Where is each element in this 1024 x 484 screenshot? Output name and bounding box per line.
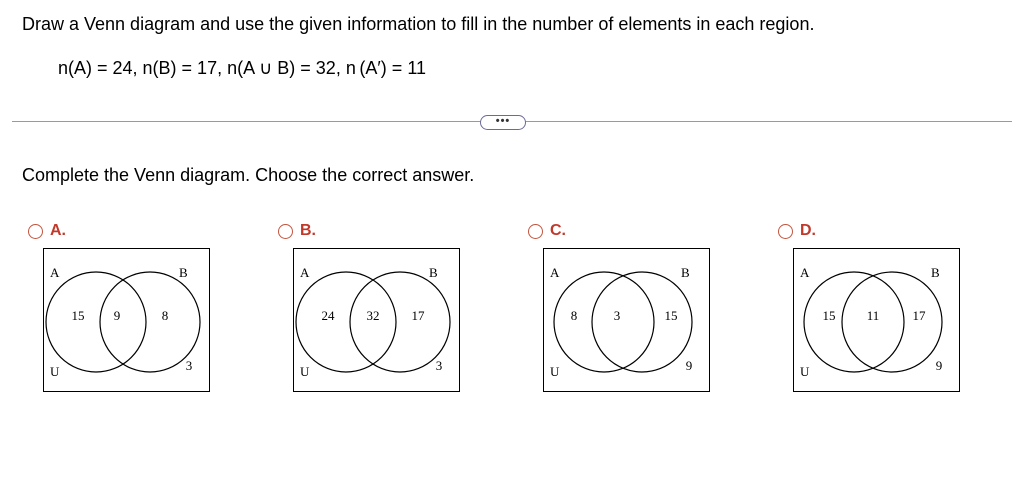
region-only-b: 17 [912,308,926,323]
option-a-letter: A. [50,222,66,239]
option-a[interactable] [28,222,193,379]
option-b-header[interactable] [278,222,316,240]
option-b-radio[interactable] [278,224,293,239]
instruction-text: Complete the Venn diagram. Choose the correct answer. [22,165,475,185]
option-b-venn-diagram [293,248,460,392]
region-both: 11 [866,308,880,323]
set-b-label: B [931,265,940,280]
region-outside: 9 [685,358,693,373]
region-both: 9 [113,308,121,323]
universe-label: U [800,364,810,379]
option-a-venn-diagram [43,248,210,392]
option-d-radio[interactable] [778,224,793,239]
set-a-label: A [50,265,60,280]
universe-label: U [50,364,60,379]
region-only-a: 15 [822,308,836,323]
option-c[interactable] [528,222,693,379]
option-c-radio[interactable] [528,224,543,239]
set-b-circle [842,272,942,372]
set-b-label: B [179,265,188,280]
set-a-label: A [800,265,810,280]
set-a-circle [46,272,146,372]
option-b[interactable] [278,222,443,379]
question-text: Draw a Venn diagram and use the given information to fill in the number of elements in each region. [22,14,815,34]
set-a-label: A [550,265,560,280]
option-a-header[interactable] [28,222,66,240]
set-a-circle [804,272,904,372]
region-only-a: 8 [570,308,578,323]
set-a-circle [554,272,654,372]
region-only-b: 15 [664,308,678,323]
universe-label: U [550,364,560,379]
option-a-radio[interactable] [28,224,43,239]
region-only-b: 8 [161,308,169,323]
given-information: n(A) = 24, n(B) = 17, n(A ∪ B) = 32, n (A′) = 11 [58,58,426,78]
show-more-button[interactable]: ••• [480,115,526,130]
region-only-a: 24 [321,308,335,323]
set-a-label: A [300,265,310,280]
option-c-letter: C. [550,222,566,239]
region-outside: 9 [935,358,943,373]
region-both: 3 [613,308,621,323]
option-c-venn-diagram [543,248,710,392]
option-d-header[interactable] [778,222,816,240]
set-b-label: B [681,265,690,280]
region-outside: 3 [185,358,193,373]
option-d-letter: D. [800,222,816,239]
region-outside: 3 [435,358,443,373]
set-b-label: B [429,265,438,280]
region-only-b: 17 [411,308,425,323]
option-b-letter: B. [300,222,316,239]
option-d-venn-diagram [793,248,960,392]
set-a-circle [296,272,396,372]
universe-label: U [300,364,310,379]
region-only-a: 15 [71,308,85,323]
option-d[interactable] [778,222,943,379]
set-b-circle [350,272,450,372]
option-c-header[interactable] [528,222,566,240]
region-both: 32 [366,308,380,323]
